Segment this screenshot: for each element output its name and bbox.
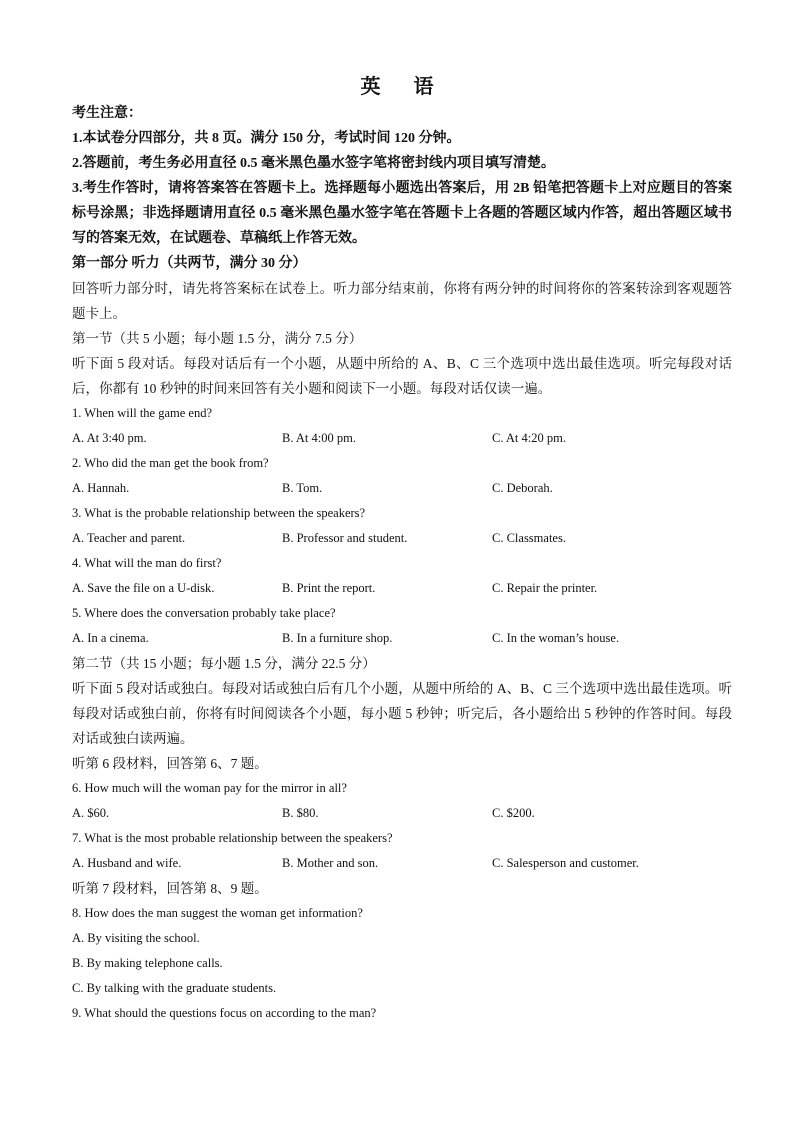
question-6-options [72,801,732,826]
option-a: A. Teacher and parent. [72,531,186,545]
option-c: C. Deborah. [492,481,553,495]
question-5-options [72,626,732,651]
question-8-stem: 8. How does the man suggest the woman get information? [72,906,363,920]
option-b: B. At 4:00 pm. [282,431,356,445]
part1-heading: 第一部分 听力（共两节，满分 30 分） [72,256,307,271]
section2-instruction: 听下面 5 段对话或独白。每段对话或独白后有几个小题，从题中所给的 A、B、C 三个选项中选出最佳选项。听每段对话或独白前，你将有时间阅读各个小题，每小题 5 秒钟；听完后，各小题给出 5 秒钟的作答时间。每段对话或独白读两遍。 [72,681,732,746]
part1-intro: 回答听力部分时，请先将答案标在试卷上。听力部分结束前，你将有两分钟的时间将你的答案转涂到客观题答题卡上。 [72,281,732,321]
question-4-stem: 4. What will the man do first? [72,556,222,570]
material-6-note: 听第 6 段材料，回答第 6、7 题。 [72,756,268,771]
exam-content [72,101,732,1026]
option-a: A. $60. [72,806,110,820]
option-a: A. Husband and wife. [72,856,182,870]
option-b: B. Tom. [282,481,323,495]
option-c: C. At 4:20 pm. [492,431,566,445]
notice-item-1: 1.本试卷分四部分，共 8 页。满分 150 分，考试时间 120 分钟。 [72,131,461,146]
option-c: C. $200. [492,806,535,820]
option-a: A. At 3:40 pm. [72,431,147,445]
option-a: A. By visiting the school. [72,931,200,945]
section1-heading: 第一节（共 5 小题；每小题 1.5 分，满分 7.5 分） [72,331,363,346]
notice-item-3: 3.考生作答时，请将答案答在答题卡上。选择题每小题选出答案后，用 2B 铅笔把答题卡上对应题目的答案标号涂黑；非选择题请用直径 0.5 毫米黑色墨水签字笔在答题卡上各题的答题区域内作答，超出答题区域书写的答案无效，在试题卷、草稿纸上作答无效。 [72,181,732,246]
option-b: B. Print the report. [282,581,376,595]
option-c: C. Classmates. [492,531,566,545]
question-2-options [72,476,732,501]
option-b: B. $80. [282,806,319,820]
notice-item-2: 2.答题前，考生务必用直径 0.5 毫米黑色墨水签字笔将密封线内项目填写清楚。 [72,156,555,171]
section1-instruction: 听下面 5 段对话。每段对话后有一个小题，从题中所给的 A、B、C 三个选项中选出最佳选项。听完每段对话后，你都有 10 秒钟的时间来回答有关小题和阅读下一小题。每段对话仅读一遍。 [72,356,732,396]
option-c: C. Repair the printer. [492,581,598,595]
material-7-note: 听第 7 段材料，回答第 8、9 题。 [72,881,268,896]
option-a: A. Hannah. [72,481,130,495]
option-b: B. Professor and student. [282,531,408,545]
question-2-stem: 2. Who did the man get the book from? [72,456,269,470]
question-6-stem: 6. How much will the woman pay for the mirror in all? [72,781,347,795]
page-title: 英 语 [360,76,448,98]
option-c: C. Salesperson and customer. [492,856,639,870]
question-5-stem: 5. Where does the conversation probably take place? [72,606,336,620]
option-b: B. By making telephone calls. [72,956,223,970]
notice-heading: 考生注意： [72,106,142,121]
option-a: A. In a cinema. [72,631,149,645]
question-1-options [72,426,732,451]
question-9-stem: 9. What should the questions focus on according to the man? [72,1006,377,1020]
question-7-stem: 7. What is the most probable relationship between the speakers? [72,831,393,845]
question-3-stem: 3. What is the probable relationship between the speakers? [72,506,366,520]
question-4-options [72,576,732,601]
question-7-options [72,851,732,876]
option-b: B. In a furniture shop. [282,631,393,645]
option-b: B. Mother and son. [282,856,379,870]
section2-heading: 第二节（共 15 小题；每小题 1.5 分，满分 22.5 分） [72,656,376,671]
option-c: C. By talking with the graduate students. [72,981,277,995]
question-1-stem: 1. When will the game end? [72,406,213,420]
option-a: A. Save the file on a U-disk. [72,581,215,595]
question-3-options [72,526,732,551]
option-c: C. In the woman’s house. [492,631,620,645]
